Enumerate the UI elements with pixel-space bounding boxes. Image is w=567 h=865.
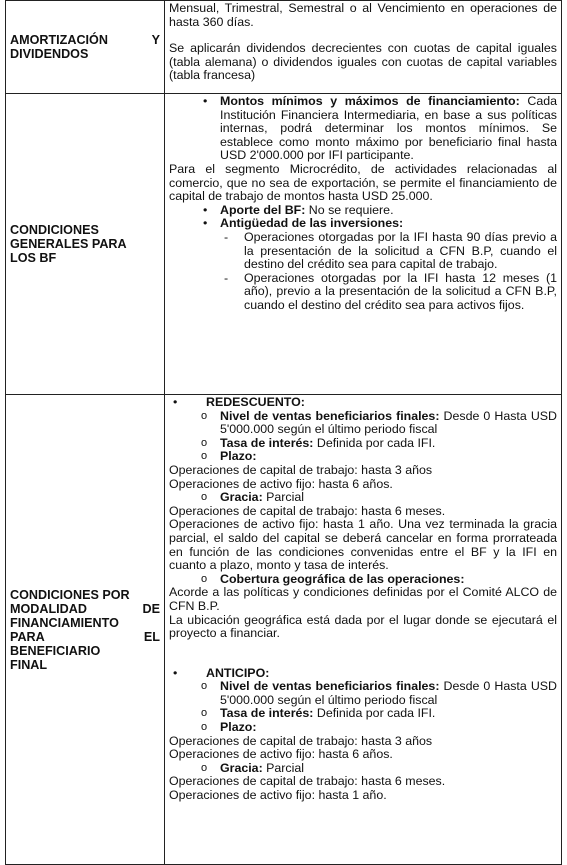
label-word: Y [151, 33, 160, 47]
sub-item: o Gracia: Parcial [169, 762, 557, 776]
label-word: MODALIDAD [10, 601, 87, 616]
bullet-item: • Montos mínimos y máximos de financiamiento: Cada Institución Financiera Intermediaria, en base a sus políticas internas, podrá determinar los montos mínimos. Se establece como monto máximo por beneficiario final hasta USD 2'000.000 por IFI participante. [169, 95, 557, 163]
dash-item: - Operaciones otorgadas por la IFI hasta 12 meses (1 año), previo a la presentación de la solicitud a CFN B.P, cuando el destino del crédito sea para activos fijos. [169, 272, 557, 313]
label-line: FINANCIAMIENTO [10, 615, 119, 630]
label-line: CONDICIONES POR [10, 587, 130, 602]
paragraph: La ubicación geográfica está dada por el lugar donde se ejecutará el proyecto a financiar. [169, 612, 557, 641]
label-word: AMORTIZACIÓN [10, 33, 108, 47]
bullet-item: • ANTICIPO: [169, 667, 557, 681]
label-line: BENEFICIARIO [10, 643, 101, 658]
bullet-item: • REDESCUENTO: [169, 396, 557, 410]
row-label [6, 395, 165, 865]
row-label [6, 94, 165, 395]
label-word: EL [143, 629, 160, 644]
label-line: FINAL [10, 657, 48, 672]
paragraph: Para el segmento Microcrédito, de actividades relacionadas al comercio, que no sea de exportación, se permite el financiamiento de capital de trabajo de montos hasta USD 25.000. [169, 161, 557, 204]
sub-item: o Cobertura geográfica de las operaciones: [169, 573, 557, 587]
row-condiciones-generales [6, 94, 562, 395]
paragraph: Operaciones de activo fijo: hasta 1 año. Una vez terminada la gracia parcial, el saldo del capital se deberá cancelar en forma prorrateada en función de las condiciones convenidas entre el BF y la IFI en cuanto a plazo, monto y tasa de interés. [169, 517, 557, 573]
paragraph: Operaciones de activo fijo: hasta 6 años. [169, 747, 393, 762]
sub-item: o Tasa de interés: Definida por cada IFI. [169, 437, 557, 451]
conditions-table [5, 0, 562, 865]
row-content [165, 1, 562, 94]
row-amortizacion [6, 1, 562, 94]
paragraph: Acorde a las políticas y condiciones definidas por el Comité ALCO de CFN B.P. [169, 585, 557, 613]
label-word: DE [142, 601, 160, 616]
paragraph: Se aplicarán dividendos decrecientes con cuotas de capital iguales (tabla alemana) o dividendos iguales con cuotas de capital variables (tabla francesa) [169, 41, 557, 83]
row-content [165, 94, 562, 395]
sub-item: o Gracia: Parcial [169, 491, 557, 505]
row-label [6, 1, 165, 94]
sub-item: o Plazo: [169, 721, 557, 735]
label-line: DIVIDENDOS [10, 47, 89, 61]
sub-item: o Tasa de interés: Definida por cada IFI. [169, 707, 557, 721]
paragraph: Operaciones de capital de trabajo: hasta 3 años [169, 733, 433, 748]
paragraph: Operaciones de activo fijo: hasta 6 años. [169, 476, 393, 491]
sub-item: o Plazo: [169, 450, 557, 464]
label-line: GENERALES PARA [10, 237, 127, 251]
sub-item: o Nivel de ventas beneficiarios finales: Desde 0 Hasta USD 5'000.000 según el último periodo fiscal [169, 410, 557, 437]
paragraph: Operaciones de capital de trabajo: hasta 3 años [169, 462, 433, 477]
bullet-item: • Aporte del BF: No se requiere. [169, 204, 557, 218]
sub-item: o Nivel de ventas beneficiarios finales: Desde 0 Hasta USD 5'000.000 según el último periodo fiscal [169, 680, 557, 707]
paragraph: Mensual, Trimestral, Semestral o al Vencimiento en operaciones de hasta 360 días. [169, 1, 557, 29]
row-modalidad [6, 395, 562, 865]
row-content [165, 395, 562, 865]
bullet-item: • Antigüedad de las inversiones: [169, 217, 557, 231]
paragraph: Operaciones de capital de trabajo: hasta 6 meses. [169, 774, 446, 789]
label-word: PARA [10, 629, 45, 644]
dash-item: - Operaciones otorgadas por la IFI hasta 90 días previo a la presentación de la solicitud a CFN B.P, cuando el destino del crédito sea para capital de trabajo. [169, 231, 557, 272]
label-line: CONDICIONES [10, 223, 99, 237]
paragraph: Operaciones de capital de trabajo: hasta 6 meses. [169, 503, 446, 518]
label-line: LOS BF [10, 251, 57, 265]
paragraph: Operaciones de activo fijo: hasta 1 año. [169, 788, 387, 803]
